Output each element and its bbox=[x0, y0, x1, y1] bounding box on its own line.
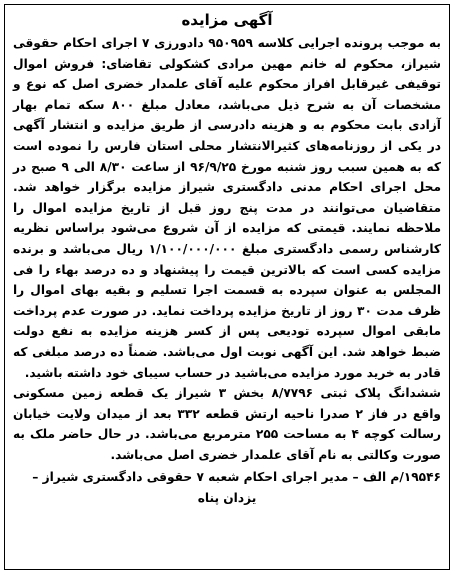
signature-office-line: ۱۹۵۴۶/م الف – مدیر اجرای احکام شعبه ۷ حقوقی دادگستری شیراز – bbox=[32, 470, 441, 485]
property-description-paragraph: ششدانگ پلاک ثبتی ۸/۷۷۹۶ بخش ۳ شیراز یک قطعه زمین مسکونی واقع در فاز ۲ صدرا ناحیه ارتش قطعه ۳۳۲ بعد از میدان ولایت خیابان رسالت کوچه ۴ به مساحت ۲۵۵ مترمربع می‌باشد. در حال حاضر ملک به صورت وکالتی به نام آقای علمدار خضری اصل می‌باشد. bbox=[13, 386, 441, 462]
notice-title: آگهی مزایده bbox=[181, 11, 273, 29]
signature-name: یزدان پناه bbox=[197, 491, 257, 506]
notice-frame bbox=[4, 4, 450, 570]
notice-body-paragraph: به موجب پرونده اجرایی کلاسه ۹۵۰۹۵۹ دادورزی ۷ اجرای احکام حقوقی شیراز، محکوم له خانم مهین مرادی کشکولی تقاضای: فروش اموال توقیفی غیرقابل افراز محکوم علیه آقای علمدار خضری اصل که نوع و مشخصات آن به شرح ذیل می‌باشد، معادل مبلغ ۸۰۰ سکه تمام بهار آزادی بابت محکوم به و هزینه دادرسی از طریق مزایده و انتشار آگهی در یکی از روزنامه‌های کثیرالانتشار محلی استان فارس را نموده است که به همین سبب روز شنبه مورخ ۹۶/۹/۲۵ از ساعت ۸/۳۰ الی ۹ صبح در محل اجرای احکام مدنی دادگستری شیراز مزایده برگزار خواهد شد. متقاضیان می‌توانند در مدت پنج روز قبل از تاریخ مزایده اموال را ملاحظه نمایند. قیمتی که مزایده از آن شروع می‌شود براساس نظریه کارشناس رسمی دادگستری مبلغ ۱/۱۰۰/۰۰۰/۰۰۰ ریال می‌باشد و برنده مزایده کسی است که بالاترین قیمت را پیشنهاد و ده درصد بهاء را فی المجلس به عنوان سپرده به قسمت اجرا تسلیم و بقیه بهای اموال را ظرف مدت ۳۰ روز از تاریخ مزایده پرداخت نماید. در صورت عدم پرداخت مابقی اموال سپرده تودیعی پس از کسر هزینه مزایده به نفع دولت ضبط خواهد شد. این آگهی نوبت اول می‌باشد. ضمناً ده درصد مبلغی که قادر به خرید مورد مزایده می‌باشید در حساب سیبای خود داشته باشید. bbox=[13, 36, 442, 380]
signature-block bbox=[13, 467, 441, 509]
